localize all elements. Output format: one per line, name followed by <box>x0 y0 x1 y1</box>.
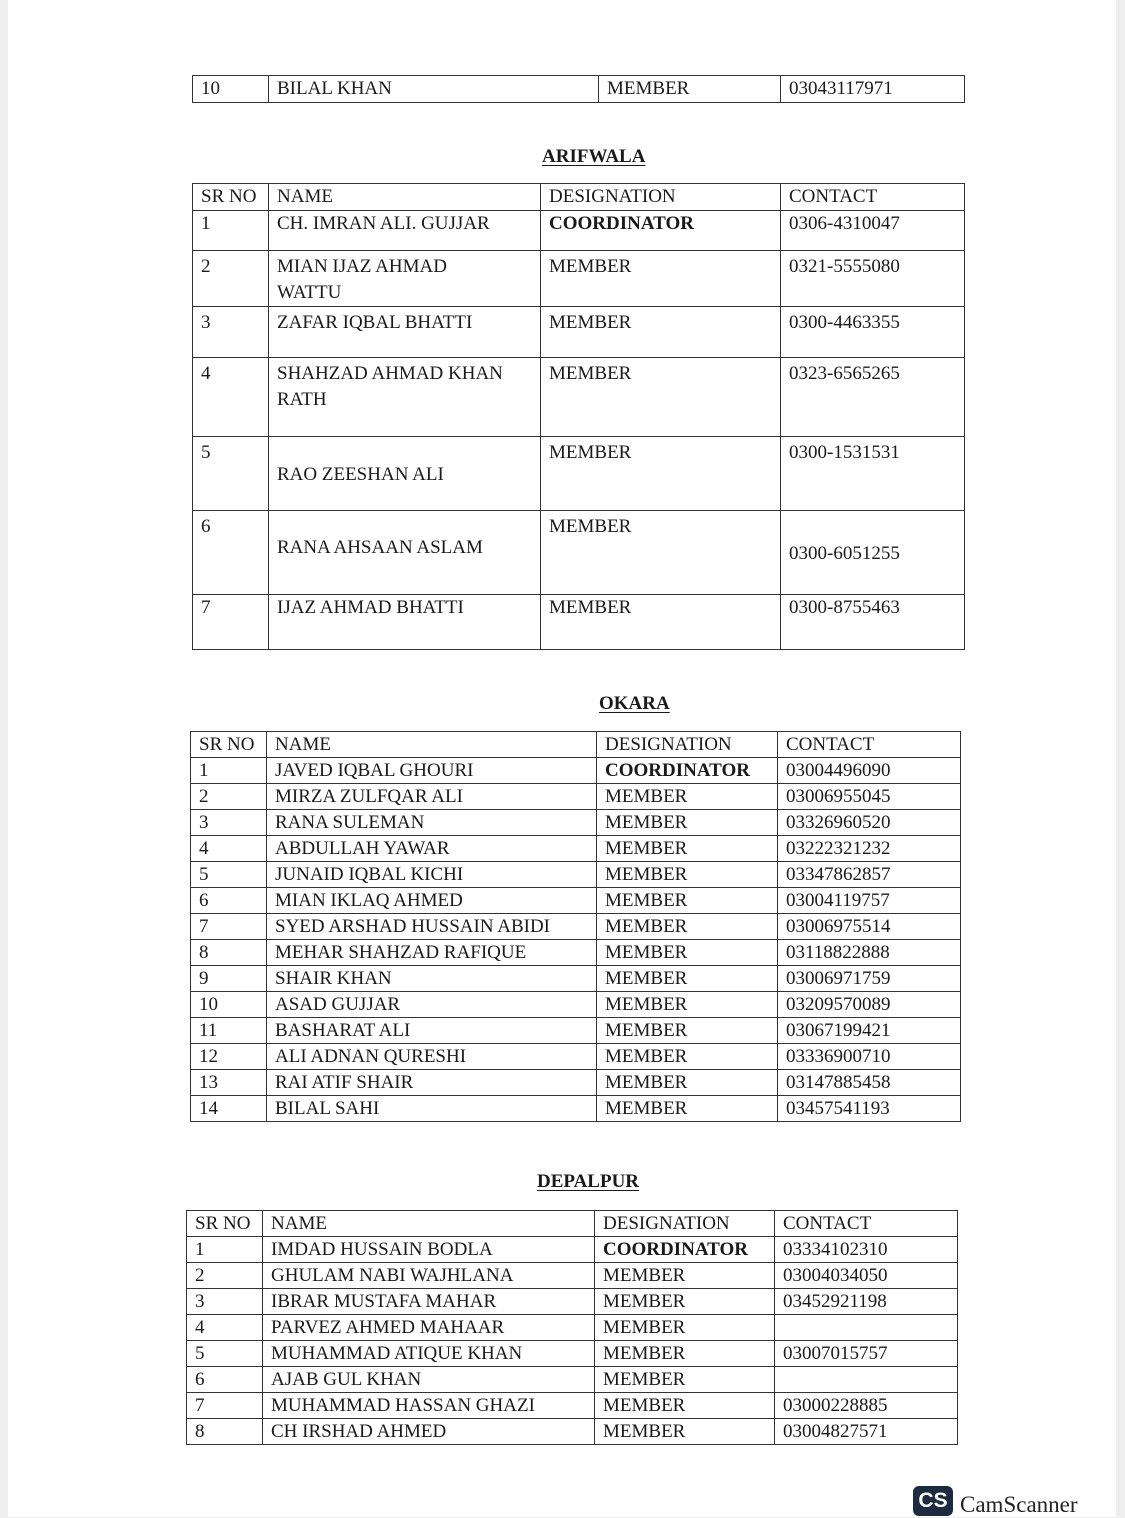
name-cell: RAI ATIF SHAIR <box>267 1070 597 1096</box>
section-title-okara: OKARA <box>599 693 670 714</box>
designation-cell: COORDINATOR <box>597 758 778 784</box>
name-cell: ABDULLAH YAWAR <box>267 836 597 862</box>
sr-cell: 5 <box>193 437 269 511</box>
designation-cell: MEMBER <box>597 1070 778 1096</box>
designation-cell: MEMBER <box>541 358 781 437</box>
designation-cell: MEMBER <box>597 784 778 810</box>
name-cell: MUHAMMAD ATIQUE KHAN <box>263 1341 595 1367</box>
name-line-1: SHAHZAD AHMAD KHAN <box>277 363 503 384</box>
designation-cell: MEMBER <box>597 888 778 914</box>
sr-cell: 13 <box>191 1070 267 1096</box>
name-cell <box>269 358 541 437</box>
name-cell: PARVEZ AHMED MAHAAR <box>263 1315 595 1341</box>
designation-cell: MEMBER <box>541 251 781 307</box>
camscanner-logo-icon: CS <box>913 1486 953 1516</box>
sr-cell: 4 <box>187 1315 263 1341</box>
sr-cell: 2 <box>187 1263 263 1289</box>
contact-cell: 03006975514 <box>778 914 961 940</box>
table-row <box>191 914 961 940</box>
table-row <box>191 758 961 784</box>
name-cell: RAO ZEESHAN ALI <box>269 437 541 511</box>
header-sr: SR NO <box>193 184 269 211</box>
designation-cell: MEMBER <box>595 1263 775 1289</box>
designation-cell: MEMBER <box>595 1367 775 1393</box>
sr-cell: 2 <box>193 251 269 307</box>
table-row <box>187 1289 958 1315</box>
designation-cell: MEMBER <box>595 1315 775 1341</box>
sr-cell: 2 <box>191 784 267 810</box>
contact-cell: 0300-4463355 <box>781 307 965 358</box>
section-title-arifwala: ARIFWALA <box>542 146 646 167</box>
sr-cell: 1 <box>187 1237 263 1263</box>
table-row <box>193 595 965 650</box>
designation-cell: MEMBER <box>597 1044 778 1070</box>
name-cell: ZAFAR IQBAL BHATTI <box>269 307 541 358</box>
designation-cell: MEMBER <box>597 914 778 940</box>
contact-cell: 03334102310 <box>775 1237 958 1263</box>
contact-cell: 03347862857 <box>778 862 961 888</box>
name-cell: AJAB GUL KHAN <box>263 1367 595 1393</box>
name-cell: SHAIR KHAN <box>267 966 597 992</box>
designation-cell: MEMBER <box>597 862 778 888</box>
contact-cell: 0300-8755463 <box>781 595 965 650</box>
header-contact: CONTACT <box>775 1211 958 1237</box>
designation-cell: MEMBER <box>595 1419 775 1445</box>
contact-cell: 0323-6565265 <box>781 358 965 437</box>
table-row <box>193 211 965 251</box>
sr-cell: 5 <box>187 1341 263 1367</box>
header-designation: DESIGNATION <box>597 732 778 758</box>
designation-cell: COORDINATOR <box>595 1237 775 1263</box>
contact-cell: 0300-1531531 <box>781 437 965 511</box>
sr-cell: 1 <box>191 758 267 784</box>
name-cell: CH. IMRAN ALI. GUJJAR <box>269 211 541 251</box>
section-title-depalpur: DEPALPUR <box>537 1171 640 1192</box>
contact-cell <box>775 1367 958 1393</box>
table-row <box>191 1096 961 1122</box>
designation-cell: COORDINATOR <box>541 211 781 251</box>
contact-cell: 03006955045 <box>778 784 961 810</box>
contact-cell: 03004827571 <box>775 1419 958 1445</box>
name-cell <box>269 251 541 307</box>
name-cell: ALI ADNAN QURESHI <box>267 1044 597 1070</box>
designation-cell: MEMBER <box>597 1018 778 1044</box>
designation-cell: MEMBER <box>597 966 778 992</box>
table-row <box>191 784 961 810</box>
table-row <box>187 1393 958 1419</box>
table-row <box>187 1237 958 1263</box>
contact-cell: 03004034050 <box>775 1263 958 1289</box>
contact-cell: 0321-5555080 <box>781 251 965 307</box>
name-cell: RANA SULEMAN <box>267 810 597 836</box>
sr-cell: 4 <box>193 358 269 437</box>
sr-cell: 9 <box>191 966 267 992</box>
name-line-1: MIAN IJAZ AHMAD <box>277 256 447 277</box>
designation-cell: MEMBER <box>595 1289 775 1315</box>
name-cell: MIRZA ZULFQAR ALI <box>267 784 597 810</box>
name-cell: IMDAD HUSSAIN BODLA <box>263 1237 595 1263</box>
header-contact: CONTACT <box>781 184 965 211</box>
contact-cell: 03326960520 <box>778 810 961 836</box>
table-row <box>191 992 961 1018</box>
sr-cell: 3 <box>191 810 267 836</box>
table-row <box>193 76 965 103</box>
table-header-row <box>191 732 961 758</box>
sr-cell: 3 <box>187 1289 263 1315</box>
sr-cell: 14 <box>191 1096 267 1122</box>
designation-cell: MEMBER <box>541 511 781 595</box>
contact-cell: 03006971759 <box>778 966 961 992</box>
header-name: NAME <box>269 184 541 211</box>
table-row <box>191 1018 961 1044</box>
top-continuation-table <box>192 75 965 103</box>
header-sr: SR NO <box>191 732 267 758</box>
camscanner-watermark-text: CamScanner <box>960 1492 1078 1517</box>
name-cell: IBRAR MUSTAFA MAHAR <box>263 1289 595 1315</box>
sr-cell: 6 <box>187 1367 263 1393</box>
name-cell: MEHAR SHAHZAD RAFIQUE <box>267 940 597 966</box>
name-cell: RANA AHSAAN ASLAM <box>269 511 541 595</box>
table-row <box>187 1341 958 1367</box>
name-cell: BILAL SAHI <box>267 1096 597 1122</box>
depalpur-table <box>186 1210 958 1445</box>
contact-cell: 03452921198 <box>775 1289 958 1315</box>
sr-cell: 8 <box>187 1419 263 1445</box>
contact-cell: 03336900710 <box>778 1044 961 1070</box>
name-cell: BASHARAT ALI <box>267 1018 597 1044</box>
table-row <box>187 1263 958 1289</box>
table-header-row <box>187 1211 958 1237</box>
designation-cell: MEMBER <box>541 595 781 650</box>
table-row <box>191 940 961 966</box>
header-sr: SR NO <box>187 1211 263 1237</box>
contact-cell: 03147885458 <box>778 1070 961 1096</box>
designation-cell: MEMBER <box>597 992 778 1018</box>
name-line-2: WATTU <box>277 282 342 303</box>
sr-cell: 4 <box>191 836 267 862</box>
name-cell: JUNAID IQBAL KICHI <box>267 862 597 888</box>
sr-cell: 3 <box>193 307 269 358</box>
contact-cell: 03004119757 <box>778 888 961 914</box>
designation-cell: MEMBER <box>541 437 781 511</box>
name-cell: CH IRSHAD AHMED <box>263 1419 595 1445</box>
header-designation: DESIGNATION <box>541 184 781 211</box>
name-cell: IJAZ AHMAD BHATTI <box>269 595 541 650</box>
table-row <box>193 251 965 307</box>
sr-cell: 6 <box>193 511 269 595</box>
designation-cell: MEMBER <box>541 307 781 358</box>
contact-cell: 03118822888 <box>778 940 961 966</box>
contact-cell: 03209570089 <box>778 992 961 1018</box>
table-header-row <box>193 184 965 211</box>
table-row <box>191 1044 961 1070</box>
header-designation: DESIGNATION <box>595 1211 775 1237</box>
table-row <box>191 862 961 888</box>
designation-cell: MEMBER <box>597 810 778 836</box>
table-row <box>193 511 965 595</box>
sr-cell: 7 <box>187 1393 263 1419</box>
table-row <box>187 1315 958 1341</box>
sr-cell: 11 <box>191 1018 267 1044</box>
name-cell: MUHAMMAD HASSAN GHAZI <box>263 1393 595 1419</box>
contact-cell: 03067199421 <box>778 1018 961 1044</box>
table-row <box>191 810 961 836</box>
table-row <box>187 1367 958 1393</box>
contact-cell: 03222321232 <box>778 836 961 862</box>
name-cell: GHULAM NABI WAJHLANA <box>263 1263 595 1289</box>
arifwala-table <box>192 183 965 650</box>
contact-cell: 03457541193 <box>778 1096 961 1122</box>
name-cell: JAVED IQBAL GHOURI <box>267 758 597 784</box>
designation-cell: MEMBER <box>595 1393 775 1419</box>
contact-cell: 03000228885 <box>775 1393 958 1419</box>
table-row <box>191 888 961 914</box>
table-row <box>193 307 965 358</box>
table-row <box>193 437 965 511</box>
table-row <box>191 1070 961 1096</box>
okara-table <box>190 731 961 1122</box>
sr-cell: 5 <box>191 862 267 888</box>
contact-cell: 0300-6051255 <box>781 511 965 595</box>
header-name: NAME <box>263 1211 595 1237</box>
designation-cell: MEMBER <box>597 836 778 862</box>
contact-cell: 03004496090 <box>778 758 961 784</box>
name-line-2: RATH <box>277 389 327 410</box>
sr-cell: 10 <box>193 76 269 103</box>
sr-cell: 7 <box>191 914 267 940</box>
name-cell: BILAL KHAN <box>269 76 599 103</box>
contact-cell <box>775 1315 958 1341</box>
table-row <box>187 1419 958 1445</box>
name-cell: ASAD GUJJAR <box>267 992 597 1018</box>
sr-cell: 7 <box>193 595 269 650</box>
designation-cell: MEMBER <box>599 76 781 103</box>
table-row <box>191 836 961 862</box>
contact-cell: 03007015757 <box>775 1341 958 1367</box>
name-cell: SYED ARSHAD HUSSAIN ABIDI <box>267 914 597 940</box>
designation-cell: MEMBER <box>597 940 778 966</box>
sr-cell: 12 <box>191 1044 267 1070</box>
sr-cell: 6 <box>191 888 267 914</box>
sr-cell: 10 <box>191 992 267 1018</box>
designation-cell: MEMBER <box>597 1096 778 1122</box>
sr-cell: 8 <box>191 940 267 966</box>
contact-cell: 03043117971 <box>781 76 965 103</box>
designation-cell: MEMBER <box>595 1341 775 1367</box>
header-name: NAME <box>267 732 597 758</box>
table-row <box>193 358 965 437</box>
table-row <box>191 966 961 992</box>
header-contact: CONTACT <box>778 732 961 758</box>
name-cell: MIAN IKLAQ AHMED <box>267 888 597 914</box>
contact-cell: 0306-4310047 <box>781 211 965 251</box>
sr-cell: 1 <box>193 211 269 251</box>
